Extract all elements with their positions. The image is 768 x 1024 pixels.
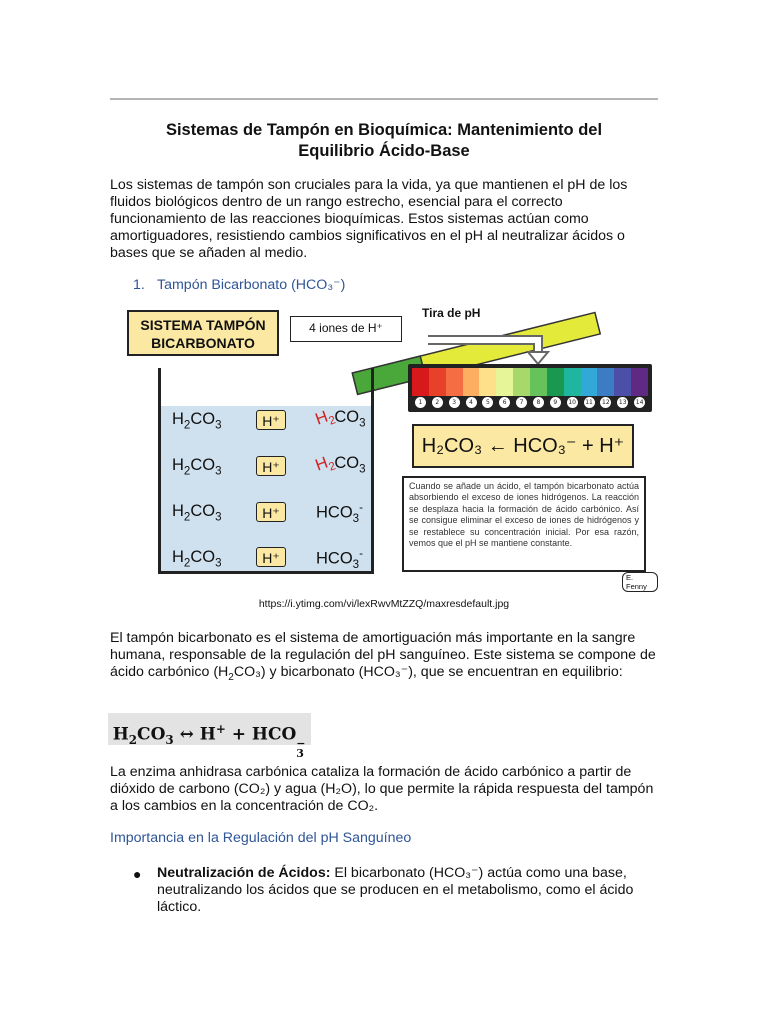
- equilibrium-box: H₂CO₃ ← HCO₃⁻ + H⁺: [412, 424, 634, 468]
- hplus-row4: H⁺: [256, 547, 286, 567]
- ph-number-cell: [597, 397, 614, 409]
- ph-number-cell: [479, 397, 496, 409]
- ph-color-band: [564, 368, 581, 396]
- page-title: [110, 120, 658, 162]
- ph-color-band: [446, 368, 463, 396]
- ph-color-band: [597, 368, 614, 396]
- h2co3-tilted-row1: $H_2CO_3$: [312, 407, 366, 430]
- ph-number-cell: [530, 397, 547, 409]
- author-signature: E. Fenny: [622, 572, 658, 592]
- h2co3-tilted-row2: $H_2CO_3$: [312, 453, 366, 476]
- explanation-note: Cuando se añade un ácido, el tampón bicarbonato actúa absorbiendo el exceso de iones hidrógenos. La reacción se desplaza hacia la formación de ácido carbónico. Así se consigue eliminar el exceso de iones de hidrógenos y se restablece su concentración inicial. Por esa razón, vemos que el pH se mantiene constante.: [402, 476, 646, 572]
- image-source-url: https://i.ytimg.com/vi/lexRwvMtZZQ/maxresdefault.jpg: [258, 598, 510, 610]
- title-line-1: Sistemas de Tampón en Bioquímica: Mantenimiento del: [165, 121, 603, 139]
- ph-number-cell: [513, 397, 530, 409]
- ph-color-band: [614, 368, 631, 396]
- ph-number: 9: [550, 397, 561, 408]
- hplus-row2: H⁺: [256, 456, 286, 476]
- ph-number-cell: [412, 397, 429, 409]
- equilibrium-formula: $H_2CO_3$ ↔ H+ + HCO − 3: [108, 713, 311, 745]
- section-heading-text: Tampón Bicarbonato (HCO₃⁻): [157, 277, 346, 293]
- ph-number: 11: [585, 399, 593, 406]
- ph-number: 10: [568, 399, 576, 406]
- hplus-row1: H⁺: [256, 410, 286, 430]
- pointer-arrow-head: [528, 352, 548, 364]
- ph-number-cell: [429, 397, 446, 409]
- paragraph-bicarbonato-b: CO₃) y bicarbonato (HCO₃⁻), que se encuentran en equilibrio:: [233, 664, 623, 680]
- ph-number: 13: [618, 399, 627, 406]
- ph-color-band: [429, 368, 446, 396]
- section-heading-regulacion: Importancia en la Regulación del pH Sanguíneo: [110, 830, 412, 846]
- h2co3-row4: $H_2CO_3$: [172, 548, 222, 570]
- ph-number: 4: [466, 397, 477, 408]
- formula-part-co: CO: [137, 724, 166, 745]
- ph-number: 14: [635, 399, 644, 406]
- ph-number-cell: [496, 397, 513, 409]
- paragraph-anhidrasa: La enzima anhidrasa carbónica cataliza la formación de ácido carbónico a partir de dióxido de carbono (CO₂) y agua (H₂O), lo que permite la rápida respuesta del tampón a los cambios en la concentración de CO₂.: [110, 764, 654, 814]
- formula-part-hco: + HCO: [225, 724, 297, 745]
- ph-number: 8: [533, 397, 544, 408]
- ph-color-band: [463, 368, 480, 396]
- ph-color-band: [631, 368, 648, 396]
- ph-number: 12: [602, 399, 610, 406]
- ph-number: 3: [449, 397, 460, 408]
- ph-number: 2: [432, 397, 443, 408]
- ph-number-cell: [614, 397, 631, 409]
- ph-number-cell: [446, 397, 463, 409]
- h2co3-row2: $H_2CO_3$: [172, 456, 222, 478]
- ph-number-cell: [564, 397, 581, 409]
- iones-label: 4 iones de H⁺: [290, 316, 402, 342]
- ph-color-band: [530, 368, 547, 396]
- section-heading-bicarbonato: [133, 277, 345, 293]
- ph-color-scale: [408, 364, 652, 412]
- ph-number-cell: [463, 397, 480, 409]
- bullet-marker: ●: [133, 866, 142, 882]
- sistema-line-1: SISTEMA TAMPÓN: [140, 317, 266, 333]
- hco3-row4: $HCO_3^-$: [316, 548, 363, 571]
- ph-color-band: [496, 368, 513, 396]
- ph-color-band: [547, 368, 564, 396]
- ph-number-cell: [547, 397, 564, 409]
- top-rule: [110, 98, 658, 100]
- hplus-row3: H⁺: [256, 502, 286, 522]
- paragraph-bicarbonato: El tampón bicarbonato es el sistema de amortiguación más importante en la sangre humana, responsable de la regulación del pH sanguíneo. Este sistema se compone de ácido carbónico $(H_2CO_3)$ y bicarbonato (HCO₃⁻), que se encuentran en equilibrio:: [110, 630, 656, 683]
- section-number: 1.: [133, 277, 145, 293]
- bullet-body: El bicarbonato (HCO₃⁻) actúa como una base, neutralizando los ácidos que se producen en el metabolismo, como el ácido láctico.: [157, 865, 634, 915]
- ph-number-cell: [631, 397, 648, 409]
- tira-ph-label: Tira de pH: [422, 306, 481, 320]
- formula-part-arrow: ↔ H: [173, 724, 216, 745]
- paragraph-bicarbonato-a: El tampón bicarbonato es el sistema de amortiguación más importante en la sangre humana, responsable de la regulación del pH sanguíneo. Este sistema se compone de ácido carbónico (H: [110, 630, 656, 680]
- title-line-2: Equilibrio Ácido-Base: [298, 142, 470, 160]
- ph-color-band: [479, 368, 496, 396]
- ph-number-cell: [581, 397, 598, 409]
- ph-number: 7: [516, 397, 527, 408]
- buffer-figure: [110, 304, 658, 591]
- formula-part-h: H: [112, 724, 129, 745]
- ph-color-band: [412, 368, 429, 396]
- ph-number: 6: [499, 397, 510, 408]
- intro-paragraph: Los sistemas de tampón son cruciales para la vida, ya que mantienen el pH de los fluidos biológicos dentro de un rango estrecho, esencial para el correcto funcionamiento de las reacciones bioquímicas. Estos sistemas actúan como amortiguadores, resistiendo cambios significativos en el pH al neutralizar ácidos o bases que se añaden al medio.: [110, 177, 628, 261]
- bullet-neutralizacion: [157, 865, 657, 916]
- ph-number: 1: [415, 397, 426, 408]
- hco3-row3: $HCO_3^-$: [316, 502, 363, 525]
- sistema-line-2: BICARBONATO: [151, 335, 255, 351]
- ph-number: 5: [482, 397, 493, 408]
- ph-color-band: [513, 368, 530, 396]
- bullet-bold-label: Neutralización de Ácidos:: [157, 865, 331, 881]
- h2co3-row1: $H_2CO_3$: [172, 410, 222, 432]
- ph-color-band: [581, 368, 598, 396]
- h2co3-row3: $H_2CO_3$: [172, 502, 222, 524]
